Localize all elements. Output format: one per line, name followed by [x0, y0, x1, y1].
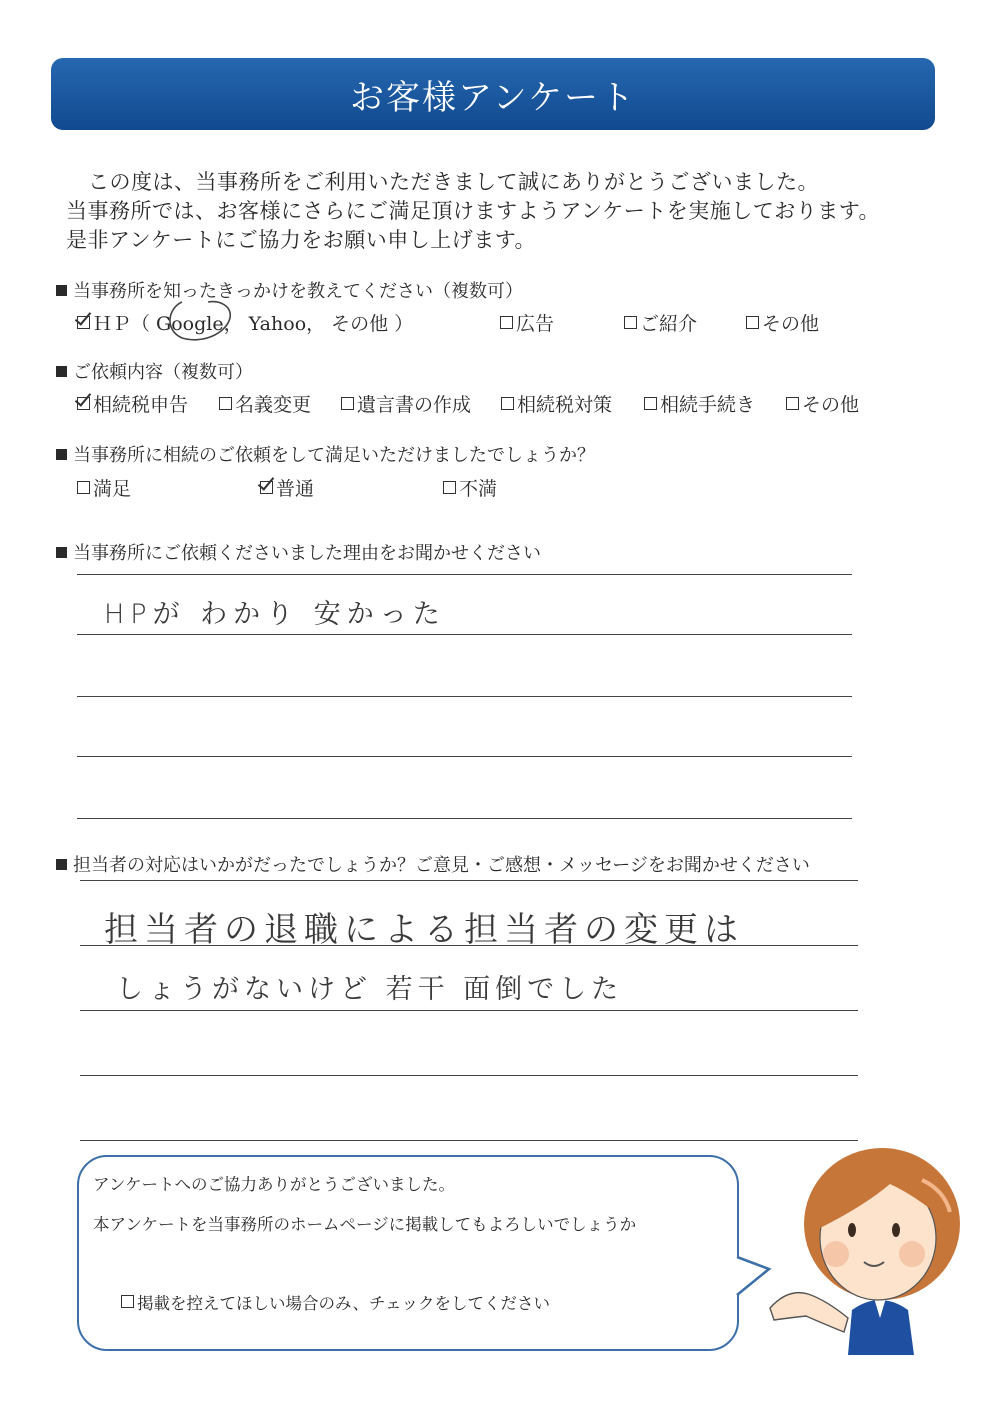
checkbox-icon[interactable] [786, 397, 799, 410]
checkbox-checked-icon[interactable] [77, 316, 90, 329]
q1-option-referral[interactable]: ご紹介 [624, 309, 697, 336]
checkbox-icon[interactable] [443, 481, 456, 494]
q2-option-inheritance-tax-return[interactable]: 相続税申告 [77, 390, 188, 417]
question-1-text: 当事務所を知ったきっかけを教えてください（複数可） [73, 281, 523, 302]
question-4-text: 当事務所にご依頼くださいました理由をお聞かせください [73, 543, 541, 564]
q1-option-ad[interactable]: 広告 [500, 309, 554, 336]
q5-handwritten-answer-line-2[interactable]: しょうがないけど 若干 面倒でした [116, 974, 624, 1005]
question-2 [56, 358, 253, 384]
title-banner [51, 58, 935, 130]
answer-line [80, 1075, 858, 1076]
q5-handwritten-answer-line-1[interactable]: 担当者の退職による担当者の変更は [104, 910, 744, 950]
q2-option-will[interactable]: 遺言書の作成 [341, 390, 471, 417]
page-title: お客様アンケート [350, 77, 636, 118]
checkbox-icon[interactable] [746, 316, 759, 329]
staff-mascot-icon [740, 1140, 980, 1360]
bullet-square-icon [56, 859, 67, 870]
answer-line [80, 945, 858, 946]
answer-line [77, 756, 852, 757]
q1-option-other[interactable]: その他 [746, 309, 819, 336]
checkbox-icon[interactable] [341, 397, 354, 410]
q1-option-hp[interactable]: ＨＰ（ Google， Yahoo， その他 ） [77, 309, 413, 336]
checkbox-icon[interactable] [624, 316, 637, 329]
publish-question-text: 本アンケートを当事務所のホームページに掲載してもよろしいでしょうか [93, 1215, 637, 1234]
answer-line [77, 818, 852, 819]
q2-option-other[interactable]: その他 [786, 390, 859, 417]
intro-line: 当事務所では、お客様にさらにご満足頂けますようアンケートを実施しております。 [66, 199, 881, 223]
q3-option-average[interactable]: 普通 [260, 474, 314, 501]
checkbox-checked-icon[interactable] [77, 397, 90, 410]
intro-line: この度は、当事務所をご利用いただきまして誠にありがとうございました。 [88, 170, 819, 194]
checkbox-checked-icon[interactable] [260, 481, 273, 494]
opt-out-option[interactable]: 掲載を控えてほしい場合のみ、チェックをしてください [121, 1290, 550, 1314]
question-3 [56, 441, 595, 467]
answer-line [77, 696, 852, 697]
checkbox-icon[interactable] [77, 481, 90, 494]
thanks-text: アンケートへのご協力ありがとうございました。 [93, 1175, 456, 1194]
question-5 [56, 851, 810, 877]
checkbox-icon[interactable] [501, 397, 514, 410]
checkbox-icon[interactable] [644, 397, 657, 410]
bullet-square-icon [56, 366, 67, 377]
q4-handwritten-answer[interactable]: HPが わかり 安かった [104, 599, 446, 630]
checkbox-icon[interactable] [219, 397, 232, 410]
intro-text [66, 168, 966, 255]
question-5-text: 担当者の対応はいかがだったでしょうか？ご意見・ご感想・メッセージをお聞かせください [73, 855, 810, 876]
bullet-square-icon [56, 449, 67, 460]
q3-option-satisfied[interactable]: 満足 [77, 474, 131, 501]
bullet-square-icon [56, 547, 67, 558]
question-2-text: ご依頼内容（複数可） [73, 362, 253, 383]
answer-line [80, 880, 858, 881]
intro-line: 是非アンケートにご協力をお願い申し上げます。 [66, 228, 537, 252]
q3-option-dissatisfied[interactable]: 不満 [443, 474, 497, 501]
answer-line [77, 634, 852, 635]
question-1 [56, 277, 523, 303]
bullet-square-icon [56, 285, 67, 296]
question-3-text: 当事務所に相続のご依頼をして満足いただけましたでしょうか？ [73, 445, 595, 466]
q2-option-name-change[interactable]: 名義変更 [219, 390, 311, 417]
q2-option-tax-planning[interactable]: 相続税対策 [501, 390, 612, 417]
answer-line [77, 574, 852, 575]
speech-bubble [77, 1155, 739, 1351]
checkbox-icon[interactable] [121, 1295, 134, 1308]
handwritten-circle-icon [160, 296, 240, 346]
question-4 [56, 539, 541, 565]
q2-option-procedures[interactable]: 相続手続き [644, 390, 755, 417]
answer-line [80, 1010, 858, 1011]
checkbox-icon[interactable] [500, 316, 513, 329]
